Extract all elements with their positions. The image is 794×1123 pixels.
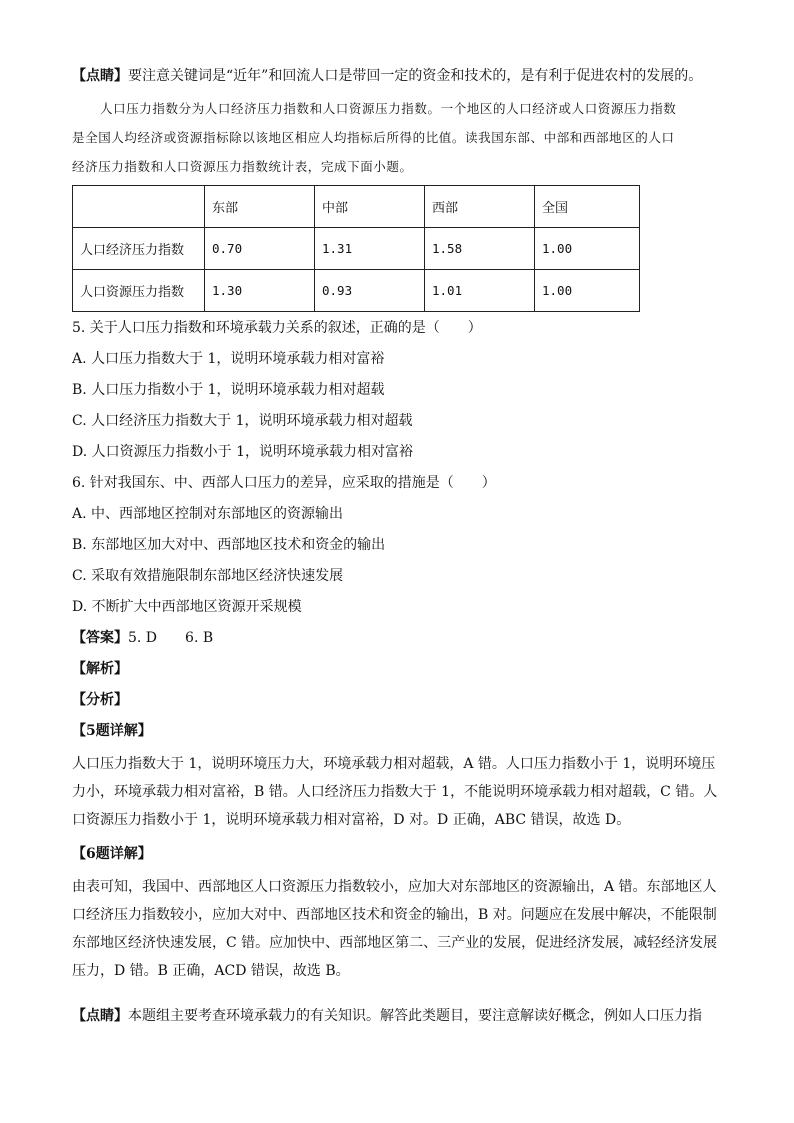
detail-5-paragraph [72, 750, 722, 834]
intro-line-3: 经济压力指数和人口资源压力指数统计表，完成下面小题。 [72, 159, 413, 174]
intro-line-2: 是全国人均经济或资源指标除以该地区相应人均指标后所得的比值。读我国东部、中部和西部地区的人口 [72, 130, 675, 145]
answer-label: 【答案】 [72, 630, 128, 646]
question-6-option-c: C. 采取有效措施限制东部地区经济快速发展 [72, 568, 344, 584]
table-cell: 1.30 [205, 270, 315, 312]
detail-5-line: 力小，环境承载力相对富裕，B 错。人口经济压力指数大于 1，不能说明环境承载力相对超载，C 错。人 [72, 784, 718, 800]
table-row-label: 人口经济压力指数 [73, 228, 205, 270]
question-5-option-a: A. 人口压力指数大于 1，说明环境承载力相对富裕 [72, 351, 385, 367]
tip-top [72, 66, 702, 86]
answer-text: 5. D 6. B [128, 630, 214, 646]
fenxi-label: 【分析】 [72, 692, 128, 708]
detail-6-line: 由表可知，我国中、西部地区人口资源压力指数较小，应加大对东部地区的资源输出，A 错。东部地区人 [72, 879, 717, 895]
table-header-cell: 中部 [315, 186, 425, 228]
tip-bottom-label: 【点睛】 [72, 1008, 128, 1024]
table-cell: 1.01 [425, 270, 535, 312]
table-cell: 1.31 [315, 228, 425, 270]
detail-6-line: 东部地区经济快速发展，C 错。应加快中、西部地区第二、三产业的发展，促进经济发展，减轻经济发展 [72, 935, 718, 951]
table-cell: 1.00 [535, 270, 640, 312]
table-cell: 0.70 [205, 228, 315, 270]
table-row [73, 228, 640, 270]
table-header-row [73, 186, 640, 228]
question-6-option-d: D. 不断扩大中西部地区资源开采规模 [72, 599, 302, 615]
tip-bottom-text: 本题组主要考查环境承载力的有关知识。解答此类题目，要注意解读好概念，例如人口压力指 [128, 1008, 702, 1024]
detail-6-label: 【6题详解】 [72, 846, 152, 862]
tip-bottom [72, 1006, 702, 1026]
tip-top-text: 要注意关键词是“近年”和回流人口是带回一定的资金和技术的，是有利于促进农村的发展的。 [128, 68, 703, 84]
table-header-cell: 东部 [205, 186, 315, 228]
question-5-option-c: C. 人口经济压力指数大于 1，说明环境承载力相对超载 [72, 413, 413, 429]
table-cell: 0.93 [315, 270, 425, 312]
question-5-option-d: D. 人口资源压力指数小于 1，说明环境承载力相对富裕 [72, 444, 413, 460]
table-row-label: 人口资源压力指数 [73, 270, 205, 312]
table-header-cell: 全国 [535, 186, 640, 228]
table-header-cell: 西部 [425, 186, 535, 228]
intro-line-1: 人口压力指数分为人口经济压力指数和人口资源压力指数。一个地区的人口经济或人口资源压力指数 [100, 101, 677, 116]
answer-line [72, 628, 213, 648]
question-6-stem: 6. 针对我国东、中、西部人口压力的差异，应采取的措施是（ ） [72, 475, 496, 491]
question-6-option-a: A. 中、西部地区控制对东部地区的资源输出 [72, 506, 344, 522]
detail-6-line: 口经济压力指数较小，应加大对中、西部地区技术和资金的输出，B 对。问题应在发展中解决，不能限制 [72, 907, 717, 923]
table-row [73, 270, 640, 312]
analysis-label: 【解析】 [72, 661, 128, 677]
pressure-index-table [72, 185, 640, 312]
detail-6-line: 压力，D 错。B 正确，ACD 错误，故选 B。 [72, 963, 350, 979]
detail-5-label: 【5题详解】 [72, 723, 152, 739]
detail-5-line: 口资源压力指数小于 1，说明环境承载力相对富裕，D 对。D 正确，ABC 错误，故选 D。 [72, 812, 631, 828]
table-cell: 1.58 [425, 228, 535, 270]
detail-6-paragraph [72, 873, 722, 985]
question-6-option-b: B. 东部地区加大对中、西部地区技术和资金的输出 [72, 537, 386, 553]
table-cell: 1.00 [535, 228, 640, 270]
table-header-cell [73, 186, 205, 228]
tip-top-label: 【点睛】 [72, 68, 128, 84]
detail-5-line: 人口压力指数大于 1，说明环境压力大，环境承载力相对超载，A 错。人口压力指数小于 1，说明环境压 [72, 756, 716, 772]
question-5-option-b: B. 人口压力指数小于 1，说明环境承载力相对超载 [72, 382, 385, 398]
question-5-stem: 5. 关于人口压力指数和环境承载力关系的叙述，正确的是（ ） [72, 320, 482, 336]
